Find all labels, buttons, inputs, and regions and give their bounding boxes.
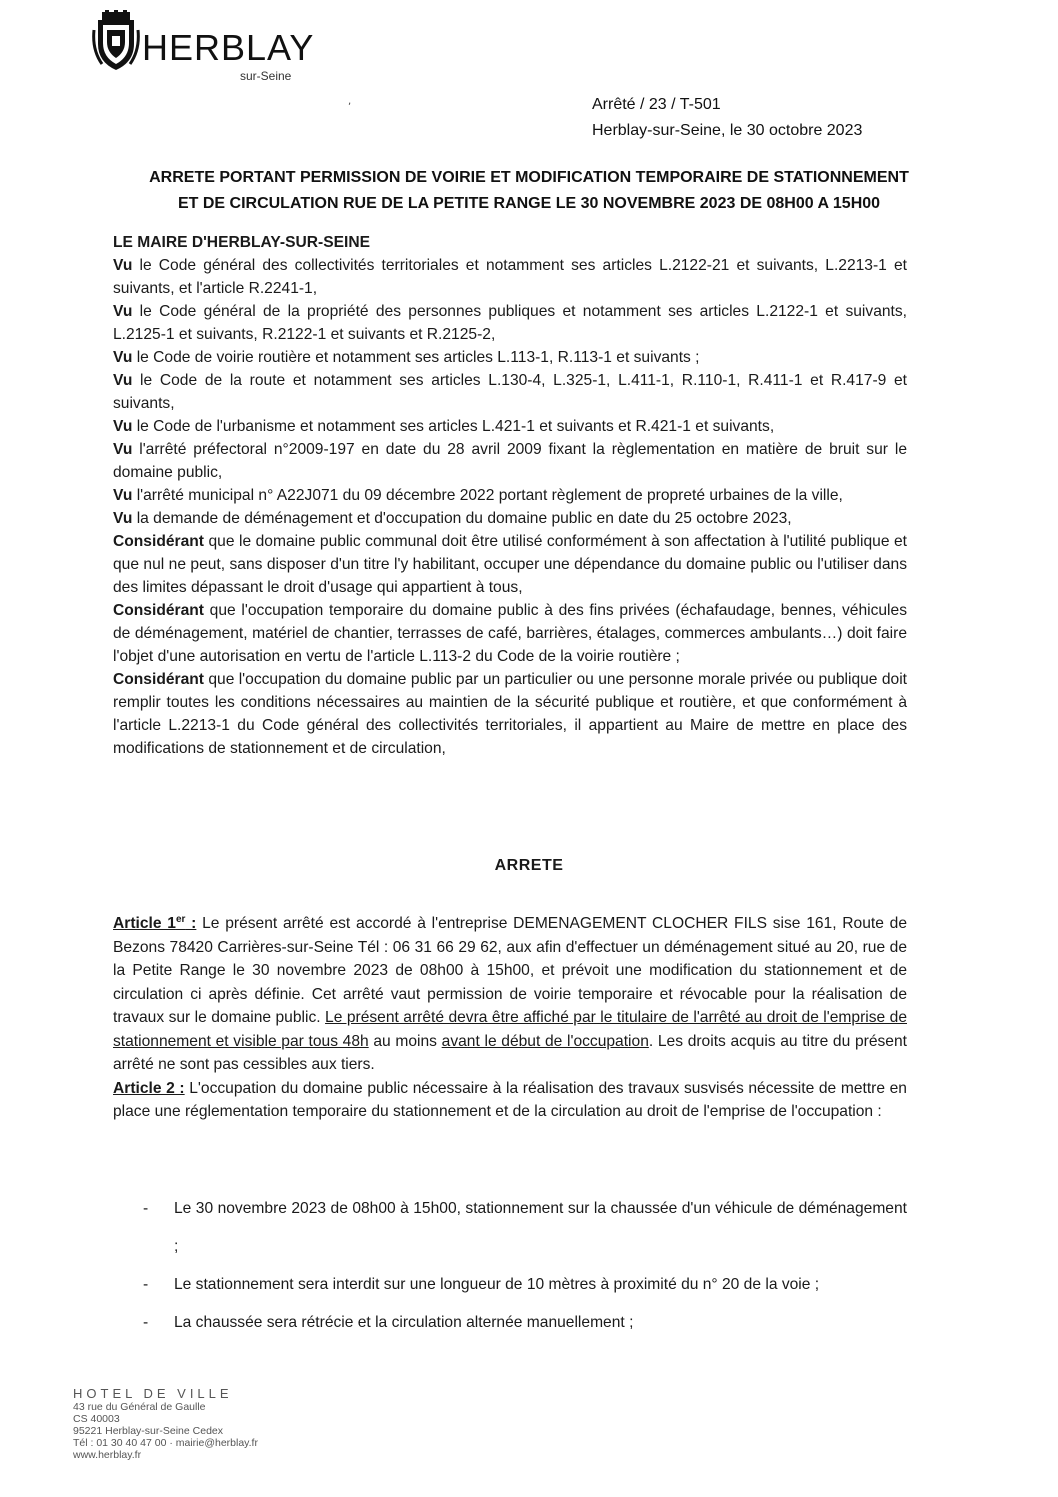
recital (113, 346, 907, 369)
article-2 (113, 1077, 907, 1124)
consideration-lead: Considérant (113, 533, 204, 550)
recital-text: le Code de la route et notamment ses articles L.130-4, L.325-1, L.411-1, R.110-1, R.411-1 et R.417-9 et suivants, (113, 372, 907, 412)
mayor-heading: LE MAIRE D'HERBLAY-SUR-SEINE (113, 234, 370, 251)
recital-lead: Vu (113, 418, 133, 435)
list-item-text: Le 30 novembre 2023 de 08h00 à 15h00, stationnement sur la chaussée d'un véhicule de déménagement ; (174, 1200, 907, 1255)
reference-block (592, 92, 862, 144)
consideration (113, 599, 907, 668)
article-1-mid-text: au moins (368, 1032, 442, 1050)
recital (113, 438, 907, 484)
recital-text: l'arrêté préfectoral n°2009-197 en date du 28 avril 2009 fixant la règlementation en matière de bruit sur le domaine public, (113, 441, 907, 481)
recital-lead: Vu (113, 372, 133, 389)
dash-bullet: - (143, 1200, 149, 1217)
recital (113, 254, 907, 300)
consideration-text: que l'occupation temporaire du domaine public à des fins privées (échafaudage, bennes, véhicules de déménagement, matériel de chantier, terrasses de café, barrières, étalages, commerces ambulants…) doit faire l'objet d'une autorisation en vertu de l'article L.113-2 du Code de la voirie routière ; (113, 602, 907, 665)
article-1-deadline-text: avant le début de l'occupation (441, 1032, 649, 1050)
recital (113, 300, 907, 346)
recital (113, 484, 907, 507)
article-2-list (143, 1190, 907, 1342)
logo-subtitle: sur-Seine (240, 69, 292, 83)
consideration-lead: Considérant (113, 671, 204, 688)
article-2-text: L'occupation du domaine public nécessaire à la réalisation des travaux susvisés nécessite de mettre en place une réglementation temporaire du stationnement et de la circulation au droit de l'emprise de l'occupation : (113, 1079, 907, 1121)
dash-bullet: - (143, 1276, 149, 1293)
consideration (113, 668, 907, 760)
place-and-date: Herblay-sur-Seine, le 30 octobre 2023 (592, 122, 863, 139)
footer-address (73, 1387, 258, 1461)
decision-heading: ARRETE (494, 857, 564, 874)
article-2-label: Article 2 : (113, 1079, 185, 1097)
recital (113, 369, 907, 415)
logo-wordmark: HERBLAY (142, 27, 315, 68)
recital-text: le Code général de la propriété des personnes publiques et notamment ses articles L.2122-1 et suivants, L.2125-1 et suivants, R.2122-1 et suivants et R.2125-2, (113, 303, 907, 343)
article-1-end-text: . Les droits acquis au titre du présent arrêté ne sont pas cessibles aux tiers. (113, 1032, 907, 1074)
footer-line: Tél : 01 30 40 47 00 · mairie@herblay.fr (73, 1437, 258, 1449)
coat-of-arms-icon (92, 10, 140, 74)
list-item (143, 1304, 907, 1342)
article-1-label: Article 1er : (113, 914, 197, 933)
recital-text: l'arrêté municipal n° A22J071 du 09 décembre 2022 portant règlement de propreté urbaines de la ville, (132, 487, 843, 504)
dash-bullet: - (143, 1314, 149, 1331)
recital (113, 415, 907, 438)
preamble (113, 231, 907, 760)
decree-title (100, 165, 958, 217)
recital (113, 507, 907, 530)
stray-mark: , (348, 96, 352, 107)
articles (113, 908, 907, 1124)
title-line-1: ARRETE PORTANT PERMISSION DE VOIRIE ET MODIFICATION TEMPORAIRE DE STATIONNEMENT (149, 169, 909, 186)
recital-lead: Vu (113, 441, 133, 458)
recital-text: le Code de voirie routière et notamment ses articles L.113-1, R.113-1 et suivants ; (132, 349, 700, 366)
article-1-notice-text: Le présent arrêté devra être affiché par le titulaire de l'arrêté au droit de l'emprise de stationnement et visible par tous 48h (113, 1009, 907, 1050)
footer-title: HOTEL DE VILLE (73, 1386, 233, 1401)
footer-line: www.herblay.fr (73, 1449, 142, 1461)
list-item (143, 1190, 907, 1266)
herblay-logo (92, 10, 315, 83)
recital-text: la demande de déménagement et d'occupation du domaine public en date du 25 octobre 2023, (132, 510, 792, 527)
recital-text: le Code général des collectivités territoriales et notamment ses articles L.2122-21 et suivants, L.2213-1 et suivants, et l'article R.2241-1, (113, 257, 907, 297)
consideration-lead: Considérant (113, 602, 204, 619)
list-item-text: Le stationnement sera interdit sur une longueur de 10 mètres à proximité du n° 20 de la voie ; (174, 1276, 820, 1293)
recital-lead: Vu (113, 257, 133, 274)
article-1 (113, 908, 907, 1077)
consideration-text: que le domaine public communal doit être utilisé conformément à son affectation à l'utilité publique et que nul ne peut, sans disposer d'un titre l'y habilitant, occuper une dépendance du domaine public ou l'utiliser dans des limites dépassant le droit d'usage qui appartient à tous, (113, 533, 907, 596)
recital-lead: Vu (113, 349, 133, 366)
recital-lead: Vu (113, 510, 133, 527)
list-item (143, 1266, 907, 1304)
footer-line: 95221 Herblay-sur-Seine Cedex (73, 1425, 223, 1437)
footer-line: 43 rue du Général de Gaulle (73, 1401, 206, 1413)
list-item-text: La chaussée sera rétrécie et la circulation alternée manuellement ; (174, 1314, 634, 1331)
recital-text: le Code de l'urbanisme et notamment ses articles L.421-1 et suivants et R.421-1 et suivants, (132, 418, 775, 435)
recital-lead: Vu (113, 303, 133, 320)
recital-lead: Vu (113, 487, 133, 504)
consideration-text: que l'occupation du domaine public par un particulier ou une personne morale privée ou publique doit remplir toutes les conditions nécessaires au maintien de la sécurité publique et routière, et que conformément à l'article L.2213-1 du Code général des collectivités territoriales, il appartient au Maire de mettre en place des modifications de stationnement et de circulation, (113, 671, 907, 757)
consideration (113, 530, 907, 599)
article-1-text: Le présent arrêté est accordé à l'entreprise DEMENAGEMENT CLOCHER FILS sise 161, Route de Bezons 78420 Carrières-sur-Seine Tél : 06 31 66 29 62, aux afin d'effectuer un déménagement situé au 20, rue de la Petite Range le 30 novembre 2023 de 08h00 à 15h00, et prévoit une modification du stationnement et de circulation ci après définie. Cet arrêté vaut permission de voirie temporaire et révocable pour la réalisation de travaux sur le domaine public. (113, 915, 907, 1027)
title-line-2: ET DE CIRCULATION RUE DE LA PETITE RANGE LE 30 NOVEMBRE 2023 DE 08H00 A 15H00 (177, 195, 881, 212)
decree-reference: Arrêté / 23 / T-501 (592, 96, 721, 113)
footer-line: CS 40003 (73, 1413, 120, 1425)
